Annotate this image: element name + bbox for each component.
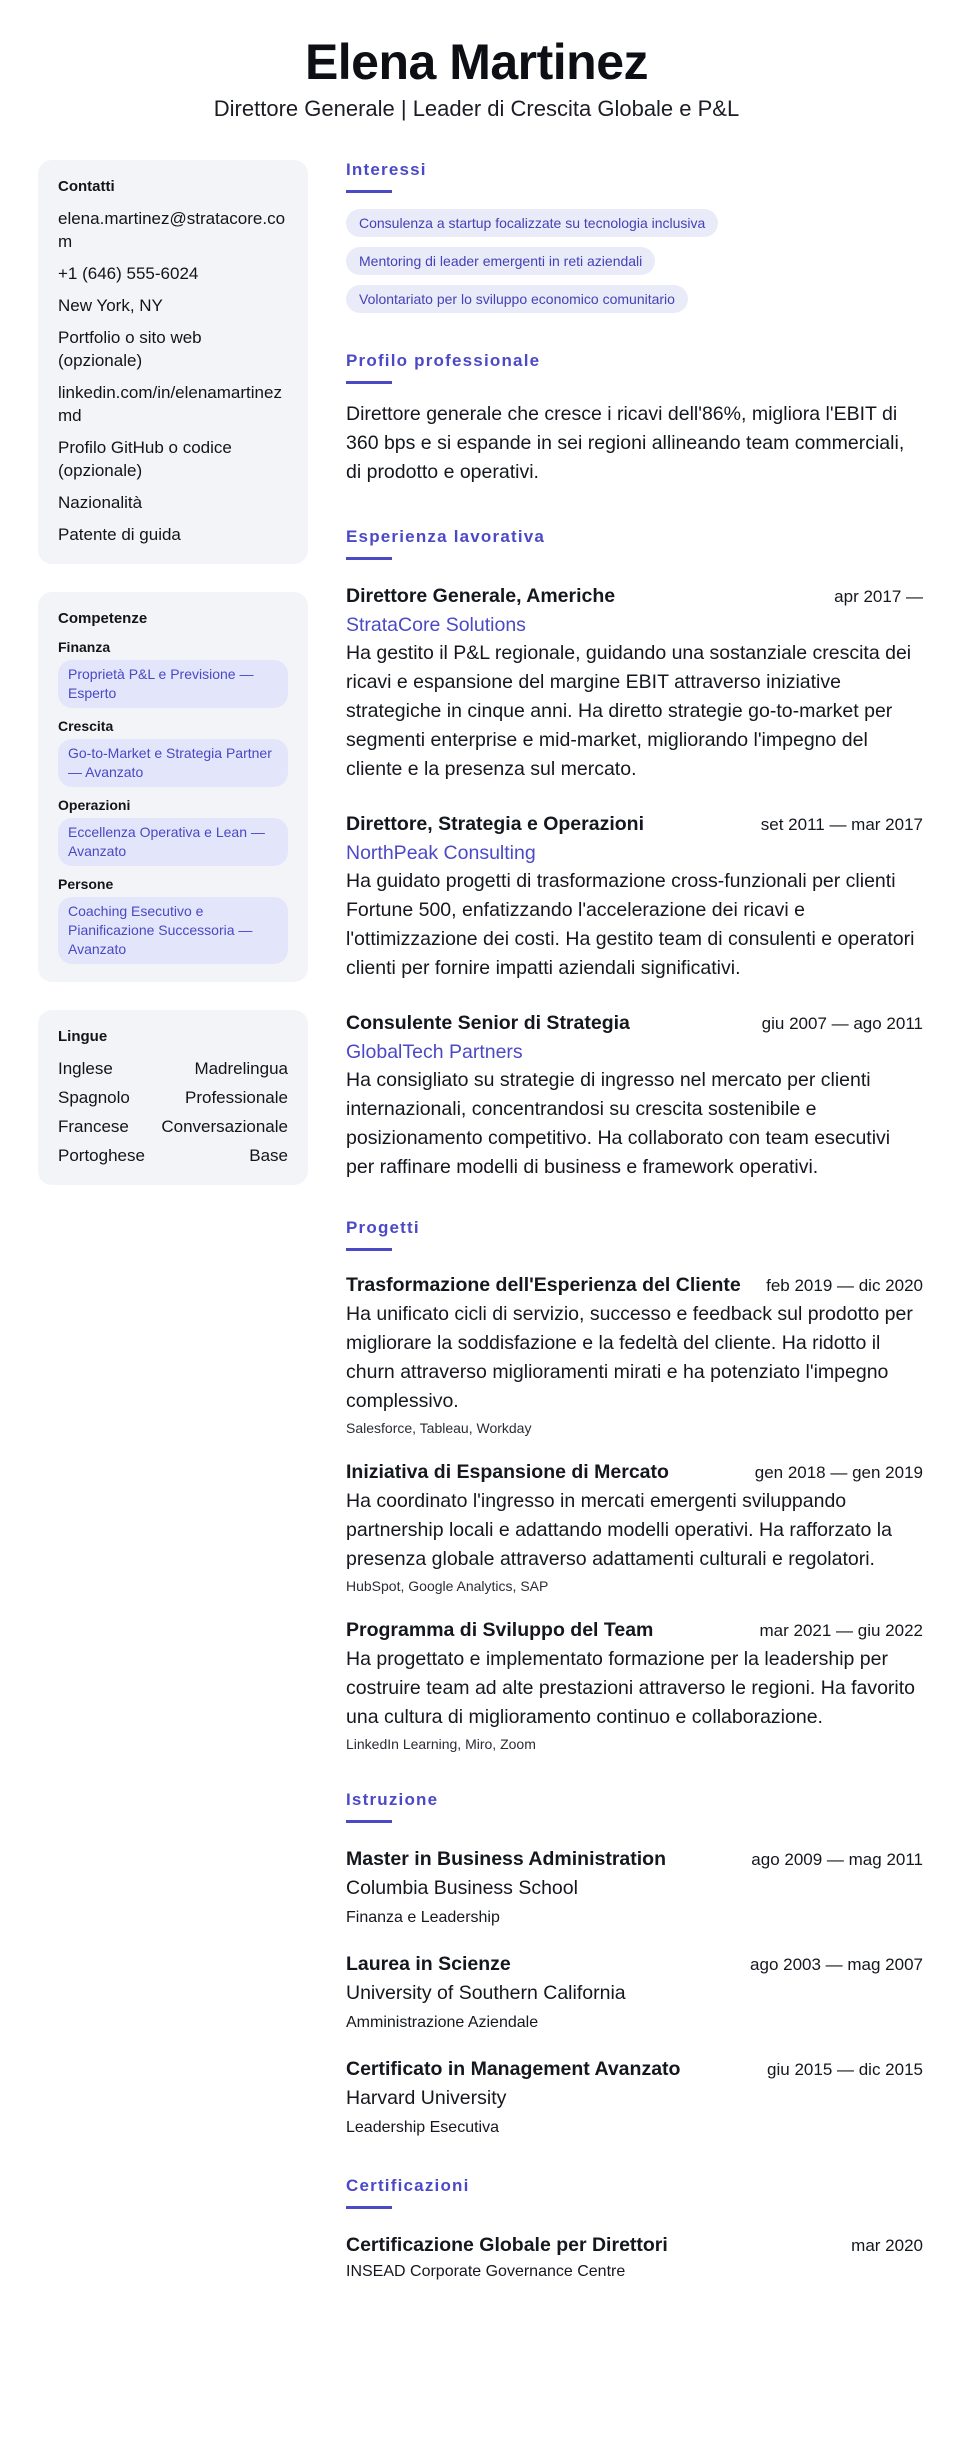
candidate-title: Direttore Generale | Leader di Crescita Globale e P&L [213,96,740,121]
contact-phone[interactable]: +1 (646) 555-6024 [58,264,199,283]
project-description: Ha progettato e implementato formazione per la leadership per costruire team ad alte prestazioni attraverso le regioni. Ha favorito una cultura di miglioramento continuo e collaborazione. [346,1648,916,1728]
skill-pill: Eccellenza Operativa e Lean — Avanzato [58,818,288,866]
sidebar [38,160,308,1213]
skills-card [38,592,308,982]
certification-title: Certificazione Globale per Direttori [346,2234,668,2256]
languages-card [38,1010,308,1185]
language-row [58,1057,288,1080]
language-level: Conversazionale [161,1117,288,1136]
experience-heading: Esperienza lavorativa [346,527,546,546]
language-row [58,1086,288,1109]
degree-field: Finanza e Leadership [346,1909,500,1926]
section-rule [346,2206,392,2209]
project-title: Programma di Sviluppo del Team [346,1619,654,1641]
language-row [58,1115,288,1138]
language-name: Portoghese [58,1146,145,1165]
contact-location: New York, NY [58,296,163,315]
job-company: StrataCore Solutions [346,614,526,636]
contact-email[interactable]: elena.martinez@stratacore.com [58,209,286,251]
contact-portfolio: Portfolio o sito web (opzionale) [58,328,202,370]
languages-heading: Lingue [58,1028,108,1045]
project-entry [346,1458,923,1596]
contacts-card [38,160,308,564]
contacts-heading: Contatti [58,178,115,195]
interests-section [346,160,923,323]
language-level: Professionale [184,1088,288,1107]
degree-date: ago 2009 — mag 2011 [751,1850,923,1869]
skill-category: Persone [58,876,114,892]
degree-field: Amministrazione Aziendale [346,2014,539,2031]
certification-date: mar 2020 [851,2236,923,2255]
experience-entry [346,810,923,983]
interest-pill: Volontariato per lo sviluppo economico comunitario [346,285,688,313]
job-description: Ha guidato progetti di trasformazione cross-funzionali per clienti Fortune 500, enfatizzando l'accelerazione dei ricavi e l'ottimizzazione dei costi. Ha gestito team di consulenti e operatori clienti per fornire impatti aziendali significativi. [346,870,915,979]
degree-field: Leadership Esecutiva [346,2119,499,2136]
certification-issuer: INSEAD Corporate Governance Centre [346,2263,626,2280]
skills-heading: Competenze [58,610,148,627]
contact-license: Patente di guida [58,525,181,544]
job-title: Direttore Generale, Americhe [346,585,616,607]
job-description: Ha consigliato su strategie di ingresso nel mercato per clienti internazionali, concentrandosi su crescita sostenibile e posizionamento competitivo. Ha collaborato con team esecutivi per raffinare modelli di business e framework operativi. [346,1069,891,1178]
job-date: apr 2017 — [834,587,923,606]
language-level: Base [249,1146,288,1165]
degree-title: Certificato in Management Avanzato [346,2058,681,2080]
skill-category: Operazioni [58,797,131,813]
degree-title: Master in Business Administration [346,1848,667,1870]
project-date: mar 2021 — giu 2022 [759,1621,923,1640]
contact-linkedin[interactable]: linkedin.com/in/elenamartinezmd [58,383,282,425]
project-description: Ha coordinato l'ingresso in mercati emergenti sviluppando partnership locali e adattando modelli operativi. Ha rafforzato la presenza globale attraverso adattamenti culturali e regolatori. [346,1490,892,1570]
project-tools: Salesforce, Tableau, Workday [346,1420,532,1436]
degree-date: ago 2003 — mag 2007 [750,1955,923,1974]
degree-date: giu 2015 — dic 2015 [767,2060,923,2079]
education-entry [346,1845,923,1930]
project-entry [346,1616,923,1754]
resume-header [0,0,953,124]
section-rule [346,381,392,384]
projects-section [346,1218,923,1754]
section-rule [346,1248,392,1251]
language-row [58,1144,288,1167]
job-title: Direttore, Strategia e Operazioni [346,813,644,835]
projects-heading: Progetti [346,1218,420,1237]
experience-entry [346,1009,923,1182]
language-name: Inglese [58,1059,113,1078]
project-date: feb 2019 — dic 2020 [766,1276,923,1295]
project-title: Iniziativa di Espansione di Mercato [346,1461,669,1483]
degree-title: Laurea in Scienze [346,1953,511,1975]
language-name: Francese [58,1117,129,1136]
skill-pill: Proprietà P&L e Previsione — Esperto [58,660,288,708]
education-entry [346,2055,923,2140]
interest-pill: Mentoring di leader emergenti in reti aziendali [346,247,655,275]
experience-section [346,527,923,1182]
project-date: gen 2018 — gen 2019 [754,1463,923,1482]
job-description: Ha gestito il P&L regionale, guidando una sostanziale crescita dei ricavi e espansione del margine EBIT attraverso iniziative strategiche in cinque anni. Ha diretto strategie go-to-market per segmenti enterprise e mid-market, migliorando l'impegno del cliente e la presenza sul mercato. [346,642,912,780]
skill-category: Finanza [58,639,111,655]
language-level: Madrelingua [194,1059,288,1078]
education-section [346,1790,923,2140]
contact-nationality: Nazionalità [58,493,143,512]
interests-heading: Interessi [346,160,427,179]
school-name: Columbia Business School [346,1877,578,1899]
certifications-section [346,2176,923,2284]
project-tools: HubSpot, Google Analytics, SAP [346,1578,549,1594]
section-rule [346,1820,392,1823]
project-entry [346,1271,923,1438]
job-date: giu 2007 — ago 2011 [761,1014,923,1033]
interest-pill: Consulenza a startup focalizzate su tecnologia inclusiva [346,209,718,237]
certification-entry [346,2231,923,2284]
main-column [346,150,923,2284]
project-tools: LinkedIn Learning, Miro, Zoom [346,1736,536,1752]
experience-entry [346,582,923,784]
contact-github: Profilo GitHub o codice (opzionale) [58,438,232,480]
school-name: University of Southern California [346,1982,626,2004]
profile-text: Direttore generale che cresce i ricavi dell'86%, migliora l'EBIT di 360 bps e si espande in sei regioni allineando team commerciali, di prodotto e operativi. [346,403,905,483]
project-title: Trasformazione dell'Esperienza del Cliente [346,1274,741,1296]
language-name: Spagnolo [58,1088,130,1107]
skill-pill: Go-to-Market e Strategia Partner — Avanzato [58,739,288,787]
project-description: Ha unificato cicli di servizio, successo e feedback sul prodotto per migliorare la soddisfazione e la fedeltà del cliente. Ha ridotto il churn attraverso miglioramenti mirati e ha potenziato l'impegno complessivo. [346,1303,913,1412]
section-rule [346,190,392,193]
skill-category: Crescita [58,718,114,734]
job-title: Consulente Senior di Strategia [346,1012,630,1034]
education-heading: Istruzione [346,1790,439,1809]
job-company: NorthPeak Consulting [346,842,536,864]
job-date: set 2011 — mar 2017 [760,815,923,834]
profile-heading: Profilo professionale [346,351,541,370]
certifications-heading: Certificazioni [346,2176,470,2195]
job-company: GlobalTech Partners [346,1041,523,1063]
skill-pill: Coaching Esecutivo e Pianificazione Successoria — Avanzato [58,897,288,964]
candidate-name: Elena Martinez [304,34,649,90]
education-entry [346,1950,923,2035]
section-rule [346,557,392,560]
school-name: Harvard University [346,2087,507,2109]
profile-section [346,351,923,487]
